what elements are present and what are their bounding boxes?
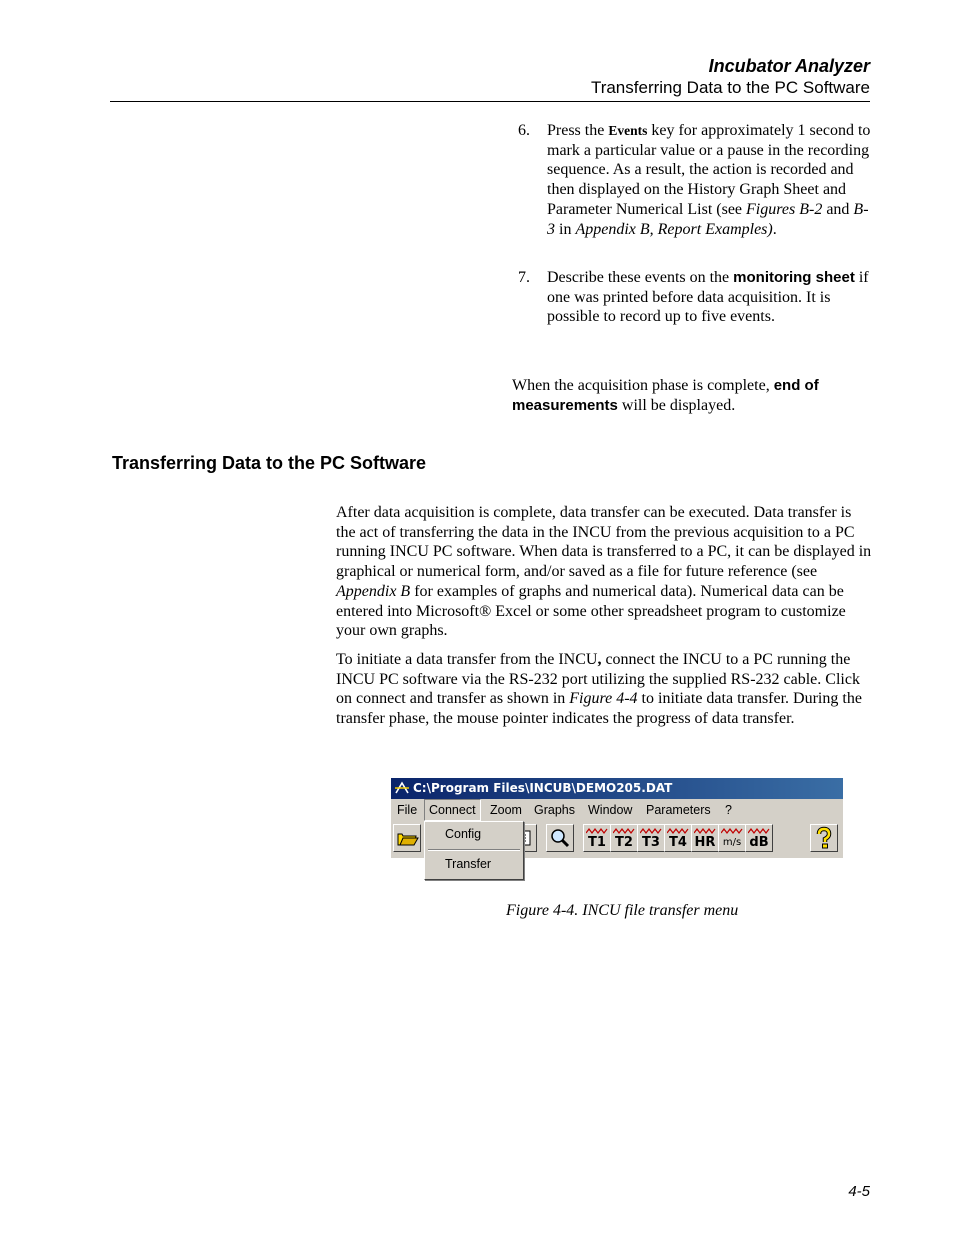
menu-file[interactable]: File <box>397 803 418 817</box>
channel-t4-button[interactable] <box>664 824 692 852</box>
running-header-title: Incubator Analyzer <box>708 56 870 76</box>
step-number: 7. <box>518 269 530 286</box>
wave-icon <box>721 827 743 835</box>
step-number: 6. <box>518 122 530 139</box>
figure-ref: Figure 4-4 <box>569 690 638 708</box>
window-title-bar <box>391 778 843 799</box>
para-text: When the acquisition phase is complete, <box>512 377 774 394</box>
menu-window[interactable]: Window <box>588 803 633 817</box>
para-text: To initiate a data transfer from the INCU <box>336 651 598 668</box>
incu-software-screenshot <box>391 778 843 882</box>
appendix-ref: Appendix B, Report Examples) <box>575 220 773 238</box>
menu-bar <box>391 799 843 821</box>
figure-ref: Figures B-2 <box>746 200 823 218</box>
step-text-part: . <box>772 220 777 238</box>
step-text-part: in <box>555 220 576 238</box>
menu-zoom[interactable]: Zoom <box>490 803 522 817</box>
events-key-label: Events <box>608 123 648 138</box>
zoom-button[interactable] <box>546 824 574 852</box>
para-text: connect the INCU to a PC running the INCU PC software via the RS-232 port utilizing the supplied RS-232 cable. Click on connect and transfer as shown in <box>336 651 860 708</box>
channel-label: T1 <box>588 835 606 850</box>
open-button[interactable] <box>393 824 421 852</box>
wave-icon <box>748 827 770 835</box>
window-title: C:\Program Files\INCUB\DEMO205.DAT <box>413 781 673 795</box>
para-text: for examples of graphs and numerical data). Numerical data can be entered into Microsoft® Excel or some other spreadsheet program to customize your own graphs. <box>336 582 846 640</box>
step-text <box>547 268 872 327</box>
magnifier-icon <box>547 825 573 851</box>
running-header-subtitle: Transferring Data to the PC Software <box>590 78 870 97</box>
channel-label: dB <box>749 835 769 850</box>
menu-item-transfer[interactable]: Transfer <box>445 857 492 871</box>
appendix-ref: Appendix B <box>336 582 411 600</box>
header-rule <box>110 101 870 102</box>
channel-db-button[interactable] <box>745 824 773 852</box>
channel-t1-button[interactable] <box>583 824 611 852</box>
wave-icon <box>586 827 608 835</box>
wave-icon <box>613 827 635 835</box>
channel-label: T3 <box>642 835 660 850</box>
menu-item-config[interactable]: Config <box>445 827 482 841</box>
para-text: will be displayed. <box>617 397 736 414</box>
monitoring-sheet-label: monitoring sheet <box>733 269 855 286</box>
menu-help[interactable]: ? <box>725 803 732 817</box>
channel-hr-button[interactable] <box>691 824 719 852</box>
step-text-part: if one was printed before data acquisition. It is possible to record up to five events. <box>547 269 869 326</box>
step-text-part: Press the <box>547 122 609 139</box>
app-icon <box>393 780 411 797</box>
menu-separator <box>428 849 520 851</box>
connect-dropdown-menu <box>424 821 524 880</box>
menu-connect[interactable]: Connect <box>424 799 481 821</box>
channel-t3-button[interactable] <box>637 824 665 852</box>
para-text: After data acquisition is complete, data transfer can be executed. Data transfer is the act of transferring the data in the INCU from the previous acquisition to a PC running INCU PC software. When data is transferred to a PC, it can be displayed in graphical or numerical form, and/or saved as a file for future reference (see <box>336 504 872 581</box>
channel-label: m/s <box>722 837 742 848</box>
step-text <box>547 121 872 239</box>
bold-comma: , <box>597 651 602 668</box>
para-text: to initiate data transfer. During the transfer phase, the mouse pointer indicates the progress of data transfer. <box>336 690 862 728</box>
figure-ref: B-3 <box>547 200 869 238</box>
step-text-part: and <box>822 200 854 218</box>
help-button[interactable] <box>810 824 838 852</box>
end-of-acquisition-paragraph <box>512 376 872 416</box>
question-mark-icon <box>811 825 837 851</box>
channel-label: HR <box>694 835 716 850</box>
step-text-part: Describe these events on the <box>547 269 734 286</box>
step-7 <box>512 268 872 327</box>
page-number: 4-5 <box>848 1183 870 1200</box>
step-text-part: key for approximately 1 second to mark a particular value or a pause in the recording sequence. As a result, the action is recorded and then displayed on the History Graph Sheet and Parameter Numerical List (see <box>547 122 871 218</box>
step-6 <box>512 121 872 239</box>
wave-icon <box>640 827 662 835</box>
open-folder-icon <box>394 825 420 851</box>
section-heading: Transferring Data to the PC Software <box>112 453 427 473</box>
menu-graphs[interactable]: Graphs <box>534 803 575 817</box>
channel-label: T2 <box>615 835 633 850</box>
transfer-instructions-paragraph <box>336 650 872 729</box>
wave-icon <box>694 827 716 835</box>
channel-label: T4 <box>669 835 687 850</box>
menu-parameters[interactable]: Parameters <box>646 803 711 817</box>
channel-t2-button[interactable] <box>610 824 638 852</box>
transfer-description-paragraph <box>336 503 872 641</box>
end-of-measurements-label: end of measurements <box>512 377 819 414</box>
wave-icon <box>667 827 689 835</box>
channel-ms-button[interactable] <box>718 824 746 852</box>
figure-caption: Figure 4-4. INCU file transfer menu <box>506 902 739 919</box>
